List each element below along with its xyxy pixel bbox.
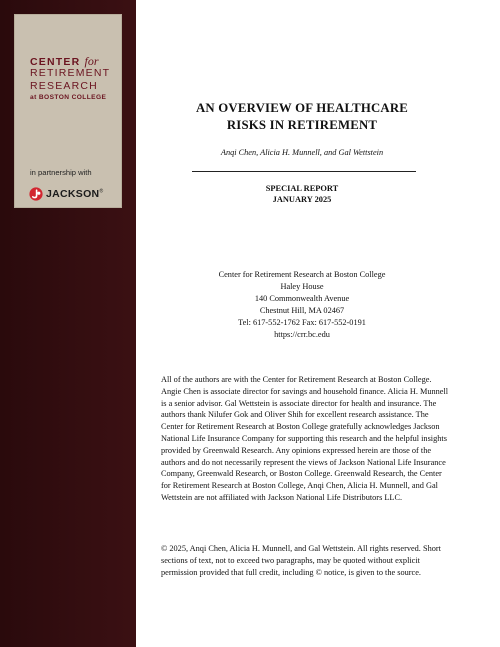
sidebar (0, 0, 136, 647)
logo-line-research: RESEARCH (30, 80, 98, 92)
report-info (150, 183, 454, 205)
jackson-wordmark: JACKSON® (46, 188, 104, 200)
address-city: Chestnut Hill, MA 02467 (259, 306, 345, 315)
address-block (150, 269, 454, 341)
logo-line-center: CENTER for (30, 54, 99, 68)
report-date: JANUARY 2025 (272, 195, 332, 204)
report-title (150, 100, 454, 134)
title-line-1: AN OVERVIEW OF HEALTHCARE (195, 101, 409, 115)
copyright-paragraph: © 2025, Anqi Chen, Alicia H. Munnell, and Gal Wettstein. All rights reserved. Short sections of text, not to exceed two paragraphs, may be quoted without explicit permission provided that full credit, including © notice, is given to the source. (161, 544, 441, 577)
jackson-logo-icon (29, 187, 43, 201)
logo-line-retirement: RETIREMENT (30, 67, 111, 79)
jackson-logo (29, 186, 103, 202)
disclaimer-paragraph: All of the authors are with the Center for Retirement Research at Boston College. Angie Chen is associate director for savings and household finance. Alicia H. Munnell is a senior advisor. Gal Wettstein is associate director for health and insurance. The authors thank Nilufer Gok and Oliver Shih for excellent research assistance. The Center for Retirement Research at Boston College gratefully acknowledges Jackson National Life Insurance Company for supporting this research and the helpful insights provided by Greenwald Research. Any opinions expressed herein are those of the authors and do not necessarily represent the views of Jackson National Life Insurance Company, Greenwald Research, or Boston College. Greenwald Research, the Center for Retirement Research at Boston College, Anqi Chen, Alicia H. Munnell, and Gal Wettstein are not affiliated with Jackson National Life Distributors LLC. (161, 375, 449, 502)
logo-line-boston-college: at BOSTON COLLEGE (30, 94, 107, 101)
address-org: Center for Retirement Research at Boston College (218, 270, 386, 279)
address-phone-fax: Tel: 617-552-1762 Fax: 617-552-0191 (238, 318, 366, 327)
authors: Anqi Chen, Alicia H. Munnell, and Gal Wettstein (220, 148, 384, 157)
crr-logo-panel (14, 14, 122, 208)
title-line-2: RISKS IN RETIREMENT (226, 118, 378, 132)
address-url-link[interactable]: https://crr.bc.edu (274, 330, 330, 339)
partnership-text: in partnership with (30, 168, 92, 177)
report-type: SPECIAL REPORT (265, 184, 339, 193)
address-street: 140 Commonwealth Avenue (254, 294, 350, 303)
address-building: Haley House (280, 282, 324, 291)
divider-rule (192, 171, 416, 172)
